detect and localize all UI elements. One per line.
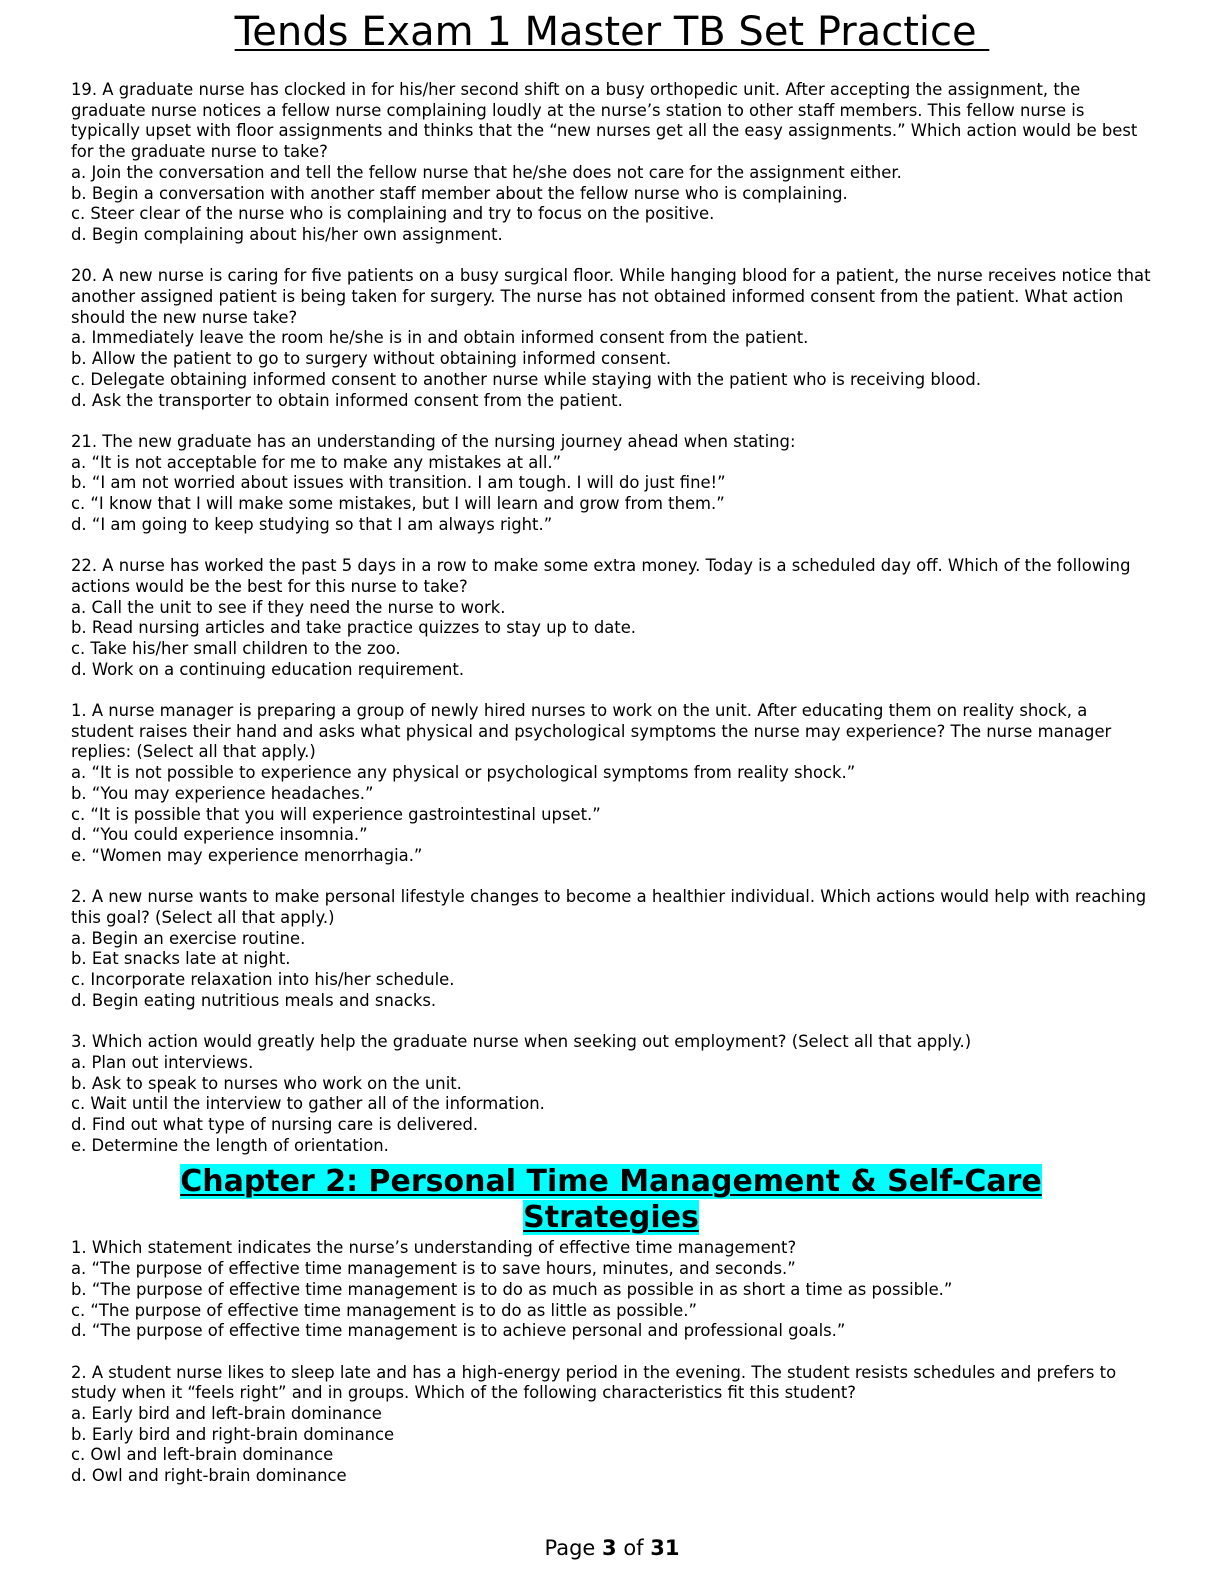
answer-option: a. Plan out interviews. xyxy=(71,1052,254,1072)
chapter2-question-2 xyxy=(71,1363,1151,1487)
answer-option: a. Begin an exercise routine. xyxy=(71,928,306,948)
question-stem: 19. A graduate nurse has clocked in for his/her second shift on a busy orthopedic unit. After accepting the assignment, the graduate nurse notices a fellow nurse complaining loudly at the nurse’s station to other staff members. This fellow nurse is typically upset with floor assignments and thinks that the “new nurses get all the easy assignments.” Which action would be best for the graduate nurse to take? xyxy=(71,80,1138,162)
answer-option: d. Work on a continuing education requirement. xyxy=(71,659,465,679)
question-21 xyxy=(71,432,1151,536)
answer-option: a. Call the unit to see if they need the nurse to work. xyxy=(71,597,506,617)
answer-option: b. Early bird and right-brain dominance xyxy=(71,1424,395,1444)
answer-option: c. Steer clear of the nurse who is complaining and try to focus on the positive. xyxy=(71,204,715,224)
answer-option: b. Allow the patient to go to surgery without obtaining informed consent. xyxy=(71,349,672,369)
question-stem: 2. A student nurse likes to sleep late and has a high-energy period in the evening. The student resists schedules and prefers to study when it “feels right” and in groups. Which of the following characteristics fit this student? xyxy=(71,1362,1117,1403)
document-title: Tends Exam 1 Master TB Set Practice xyxy=(234,9,990,55)
page-number: 3 xyxy=(602,1536,617,1560)
answer-option: c. “The purpose of effective time management is to do as little as possible.” xyxy=(71,1300,697,1320)
question-1-select-all xyxy=(71,701,1151,867)
chapter2-question-1 xyxy=(71,1238,1151,1342)
question-stem: 1. A nurse manager is preparing a group of newly hired nurses to work on the unit. After educating them on reality shock, a student raises their hand and asks what physical and psychological symptoms the nurse may experience? The nurse manager replies: (Select all that apply.) xyxy=(71,701,1112,762)
answer-option: d. Begin eating nutritious meals and snacks. xyxy=(71,990,437,1010)
answer-option: c. Take his/her small children to the zoo. xyxy=(71,638,401,658)
answer-option: a. “The purpose of effective time management is to save hours, minutes, and seconds.” xyxy=(71,1259,796,1279)
answer-option: e. Determine the length of orientation. xyxy=(71,1135,389,1155)
question-22 xyxy=(71,556,1151,680)
question-stem: 21. The new graduate has an understanding of the nursing journey ahead when stating: xyxy=(71,431,796,451)
answer-option: d. Owl and right-brain dominance xyxy=(71,1466,347,1486)
answer-option: c. Wait until the interview to gather all of the information. xyxy=(71,1094,545,1114)
question-stem: 22. A nurse has worked the past 5 days in a row to make some extra money. Today is a scheduled day off. Which of the following actions would be the best for this nurse to take? xyxy=(71,556,1131,596)
answer-option: d. Find out what type of nursing care is delivered. xyxy=(71,1115,479,1135)
answer-option: a. “It is not acceptable for me to make any mistakes at all.” xyxy=(71,452,562,472)
answer-option: e. “Women may experience menorrhagia.” xyxy=(71,845,423,865)
question-stem: 3. Which action would greatly help the graduate nurse when seeking out employment? (Select all that apply.) xyxy=(71,1032,972,1052)
answer-option: a. Immediately leave the room he/she is in and obtain informed consent from the patient. xyxy=(71,328,809,348)
answer-option: b. “You may experience headaches.” xyxy=(71,783,374,803)
answer-option: d. “You could experience insomnia.” xyxy=(71,825,368,845)
chapter-heading-line1: Chapter 2: Personal Time Management & Self-Care xyxy=(180,1164,1042,1200)
answer-option: a. “It is not possible to experience any physical or psychological symptoms from reality shock.” xyxy=(71,763,856,783)
answer-option: c. Owl and left-brain dominance xyxy=(71,1445,334,1465)
question-stem: 2. A new nurse wants to make personal lifestyle changes to become a healthier individual. Which actions would help with reaching this goal? (Select all that apply.) xyxy=(71,887,1147,928)
document-body xyxy=(71,80,1151,1487)
answer-option: b. “I am not worried about issues with transition. I am tough. I will do just fine!” xyxy=(71,473,726,493)
answer-option: b. Begin a conversation with another staff member about the fellow nurse who is complaining. xyxy=(71,183,848,203)
answer-option: b. Ask to speak to nurses who work on the unit. xyxy=(71,1073,462,1093)
answer-option: d. Begin complaining about his/her own assignment. xyxy=(71,224,503,244)
question-3-select-all xyxy=(71,1032,1151,1156)
question-19 xyxy=(71,80,1151,246)
answer-option: a. Early bird and left-brain dominance xyxy=(71,1404,382,1424)
page-total: 31 xyxy=(650,1536,680,1560)
answer-option: c. Incorporate relaxation into his/her schedule. xyxy=(71,970,455,990)
answer-option: b. Eat snacks late at night. xyxy=(71,949,291,969)
question-20 xyxy=(71,266,1151,411)
chapter-heading-line2: Strategies xyxy=(523,1200,699,1236)
page-label: Page xyxy=(544,1536,596,1560)
answer-option: d. “I am going to keep studying so that I am always right.” xyxy=(71,514,553,534)
answer-option: d. “The purpose of effective time management is to achieve personal and professional goals.” xyxy=(71,1321,846,1341)
answer-option: c. “I know that I will make some mistakes, but I will learn and grow from them.” xyxy=(71,494,725,514)
answer-option: a. Join the conversation and tell the fellow nurse that he/she does not care for the assignment either. xyxy=(71,162,902,182)
answer-option: b. “The purpose of effective time management is to do as much as possible in as short a time as possible.” xyxy=(71,1279,953,1299)
question-stem: 20. A new nurse is caring for five patients on a busy surgical floor. While hanging blood for a patient, the nurse receives notice that another assigned patient is being taken for surgery. The nurse has not obtained informed consent from the patient. What action should the new nurse take? xyxy=(71,266,1151,327)
question-2-select-all xyxy=(71,887,1151,1011)
question-stem: 1. Which statement indicates the nurse’s understanding of effective time management? xyxy=(71,1238,797,1258)
chapter-heading xyxy=(71,1164,1151,1236)
of-label: of xyxy=(623,1536,644,1560)
answer-option: d. Ask the transporter to obtain informed consent from the patient. xyxy=(71,390,623,410)
answer-option: c. Delegate obtaining informed consent to another nurse while staying with the patient who is receiving blood. xyxy=(71,369,982,389)
answer-option: b. Read nursing articles and take practice quizzes to stay up to date. xyxy=(71,618,637,638)
answer-option: c. “It is possible that you will experience gastrointestinal upset.” xyxy=(71,804,601,824)
page-footer xyxy=(0,1534,1224,1562)
